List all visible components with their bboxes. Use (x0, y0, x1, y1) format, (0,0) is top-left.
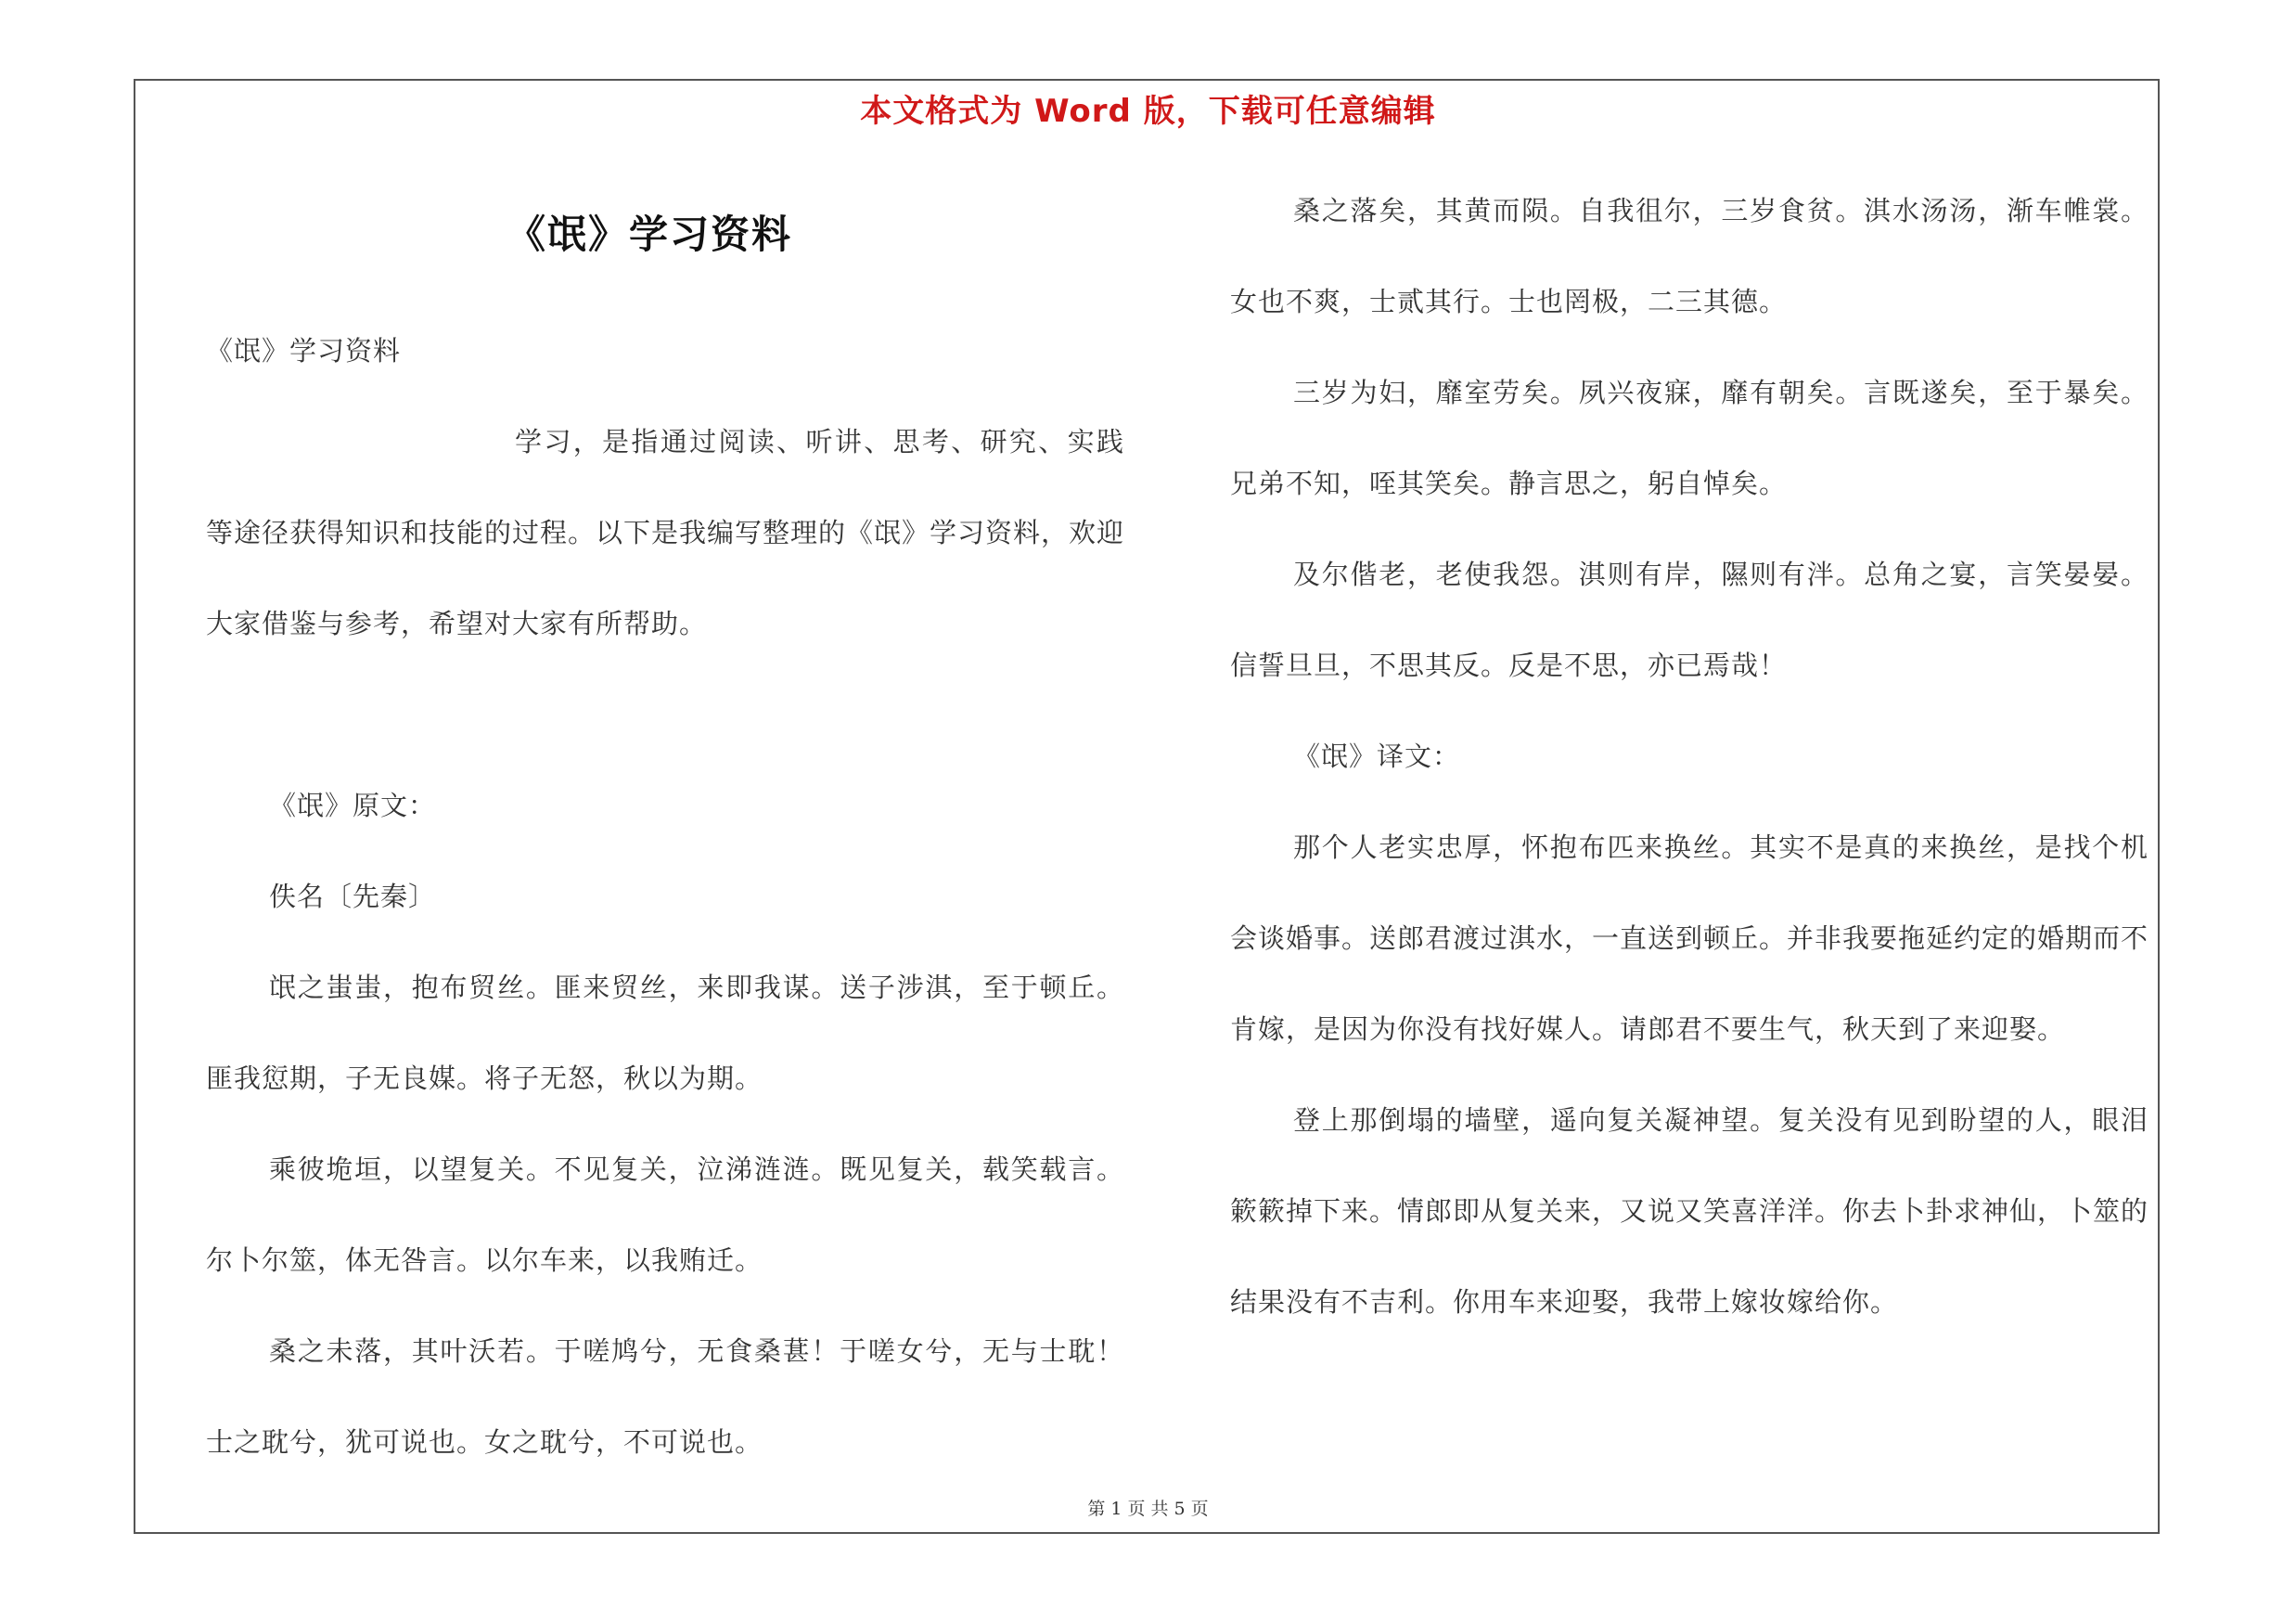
intro-paragraph: 学习，是指通过阅读、听讲、思考、研究、实践等途径获得知识和技能的过程。以下是我编写整理的《氓》学习资料，欢迎大家借鉴与参考，希望对大家有所帮助。 (206, 426, 1125, 639)
translation-heading: 《氓》译文： (1293, 741, 1461, 772)
poem-stanza-4: 桑之落矣，其黄而陨。自我徂尔，三岁食贫。淇水汤汤，渐车帷裳。女也不爽，士贰其行。士也罔极，二三其德。 (1230, 195, 2148, 317)
poem-stanza-3: 桑之未落，其叶沃若。于嗟鸠兮，无食桑葚！于嗟女兮，无与士耽！士之耽兮，犹可说也。女之耽兮，不可说也。 (206, 1335, 1124, 1458)
author-line: 佚名〔先秦〕 (269, 881, 437, 912)
subtitle-paragraph: 《氓》学习资料 (206, 335, 402, 367)
document-title: 《氓》学习资料 (506, 212, 792, 257)
spacer (206, 669, 1124, 760)
word-format-banner: 本文格式为 Word 版，下载可任意编辑 (860, 93, 1436, 130)
translation-paragraph-1: 那个人老实忠厚，怀抱布匹来换丝。其实不是真的来换丝，是找个机会谈婚事。送郎君渡过淇水，一直送到顿丘。并非我要拖延约定的婚期而不肯嫁，是因为你没有找好媒人。请郎君不要生气，秋天到了来迎娶。 (1230, 831, 2149, 1045)
original-text-heading: 《氓》原文： (269, 790, 437, 821)
left-column (206, 305, 1124, 1488)
poem-stanza-2: 乘彼垝垣，以望复关。不见复关，泣涕涟涟。既见复关，载笑载言。尔卜尔筮，体无咎言。以尔车来，以我贿迁。 (206, 1153, 1124, 1276)
poem-stanza-6: 及尔偕老，老使我怨。淇则有岸，隰则有泮。总角之宴，言笑晏晏。信誓旦旦，不思其反。反是不思，亦已焉哉！ (1230, 559, 2148, 681)
translation-paragraph-2: 登上那倒塌的墙壁，遥向复关凝神望。复关没有见到盼望的人，眼泪簌簌掉下来。情郎即从复关来，又说又笑喜洋洋。你去卜卦求神仙，卜筮的结果没有不吉利。你用车来迎娶，我带上嫁妆嫁给你。 (1230, 1104, 2149, 1318)
poem-stanza-5: 三岁为妇，靡室劳矣。夙兴夜寐，靡有朝矣。言既遂矣，至于暴矣。兄弟不知，咥其笑矣。静言思之，躬自悼矣。 (1230, 377, 2148, 499)
right-column (1230, 165, 2148, 1347)
page-number-footer: 第 1 页 共 5 页 (1087, 1499, 1209, 1519)
poem-stanza-1: 氓之蚩蚩，抱布贸丝。匪来贸丝，来即我谋。送子涉淇，至于顿丘。匪我愆期，子无良媒。将子无怒，秋以为期。 (206, 972, 1124, 1094)
